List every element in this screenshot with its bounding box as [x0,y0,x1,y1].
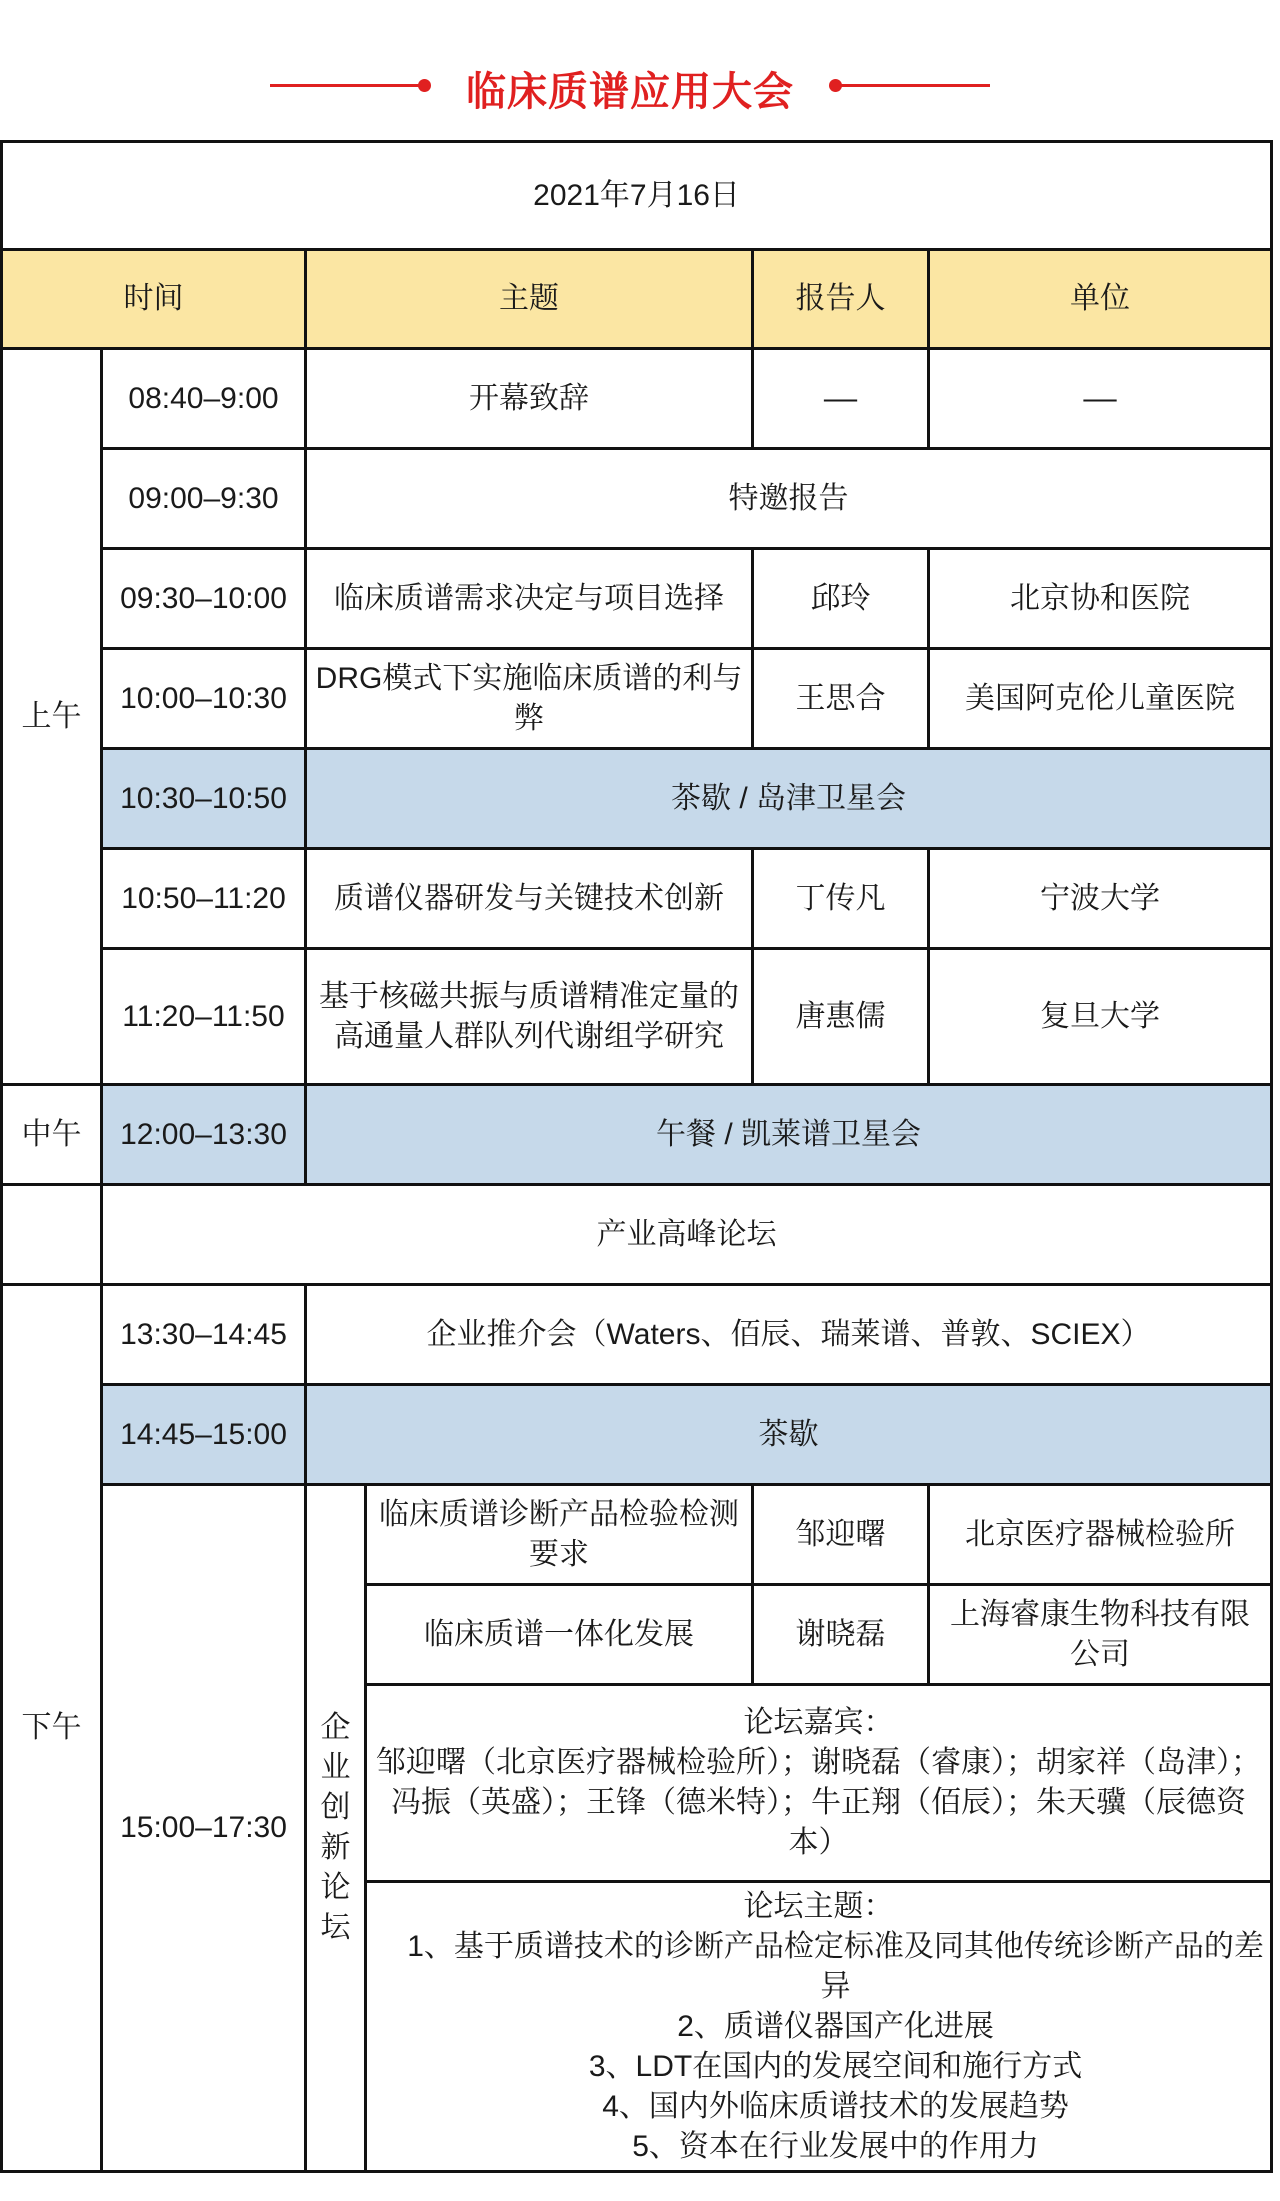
banner-dot-left [418,79,431,92]
forum-label-char: 创 [320,1791,351,1824]
date-cell: 2021年7月16日 [2,142,1272,250]
forum-label-char: 企 [320,1711,351,1744]
table-row [2,449,1272,549]
speaker-cell: 丁传凡 [753,849,929,949]
table-row [2,349,1272,449]
org-cell: 北京医疗器械检验所 [929,1485,1272,1585]
time-cell: 10:50–11:20 [102,849,306,949]
speaker-cell: 谢晓磊 [753,1585,929,1685]
org-cell: –– [929,349,1272,449]
table-row [2,749,1272,849]
header-time: 时间 [2,250,306,349]
period-afternoon: 下午 [2,1285,102,2172]
speaker-cell: 唐惠儒 [753,949,929,1085]
speaker-cell: 王思合 [753,649,929,749]
time-cell: 15:00–17:30 [102,1485,306,2172]
topic-cell: 开幕致辞 [306,349,753,449]
forum-topics-cell [366,1882,1272,2172]
period-morning: 上午 [2,349,102,1085]
topic-cell: 临床质谱一体化发展 [366,1585,753,1685]
agenda-table [0,140,1273,2173]
speaker-cell: 邹迎曙 [753,1485,929,1585]
time-cell: 09:00–9:30 [102,449,306,549]
time-cell: 08:40–9:00 [102,349,306,449]
topic-cell: 临床质谱诊断产品检验检测要求 [366,1485,753,1585]
time-cell: 10:30–10:50 [102,749,306,849]
time-cell: 14:45–15:00 [102,1385,306,1485]
forum-topic-item: 3、LDT在国内的发展空间和施行方式 [588,2049,1083,2083]
time-cell: 13:30–14:45 [102,1285,306,1385]
forum-label-char: 坛 [320,1911,351,1944]
topic-cell: DRG模式下实施临床质谱的利与弊 [306,649,753,749]
org-cell: 复旦大学 [929,949,1272,1085]
org-cell: 北京协和医院 [929,549,1272,649]
forum-topic-item: 4、国内外临床质谱技术的发展趋势 [602,2089,1069,2123]
period-noon: 中午 [2,1085,102,1185]
speaker-cell: 邱玲 [753,549,929,649]
table-row [2,1285,1272,1385]
table-row [2,549,1272,649]
forum-label [306,1485,366,2172]
forum-topic-item: 5、资本在行业发展中的作用力 [632,2129,1039,2163]
header-speaker: 报告人 [753,250,929,349]
table-row [2,1185,1272,1285]
header-topic: 主题 [306,250,753,349]
header-org: 单位 [929,250,1272,349]
table-row [2,1385,1272,1485]
table-row [2,949,1272,1085]
forum-topic-item: 1、基于质谱技术的诊断产品检定标准及同其他传统诊断产品的差异 [407,1929,1264,2003]
time-cell: 10:00–10:30 [102,649,306,749]
forum-guests-title: 论坛嘉宾： [743,1706,894,1739]
time-cell: 12:00–13:30 [102,1085,306,1185]
time-cell: 09:30–10:00 [102,549,306,649]
empty-cell [2,1185,102,1285]
banner-line-right [840,84,990,87]
forum-label-char: 论 [320,1871,351,1904]
header-row [2,250,1272,349]
org-cell: 美国阿克伦儿童医院 [929,649,1272,749]
date-row [2,142,1272,250]
table-row [2,1485,1272,1585]
forum-guests-cell [366,1685,1272,1882]
banner-line-left [270,84,420,87]
forum-label-char: 业 [320,1751,351,1784]
topic-cell: 特邀报告 [306,449,1272,549]
break-cell: 午餐 / 凯莱谱卫星会 [306,1085,1272,1185]
topic-cell: 基于核磁共振与质谱精准定量的高通量人群队列代谢组学研究 [306,949,753,1085]
section-title-cell: 产业高峰论坛 [102,1185,1272,1285]
org-cell: 上海睿康生物科技有限公司 [929,1585,1272,1685]
org-cell: 宁波大学 [929,849,1272,949]
table-row [2,849,1272,949]
time-cell: 11:20–11:50 [102,949,306,1085]
table-row [2,649,1272,749]
speaker-cell: –– [753,349,929,449]
topic-cell: 临床质谱需求决定与项目选择 [306,549,753,649]
forum-label-char: 新 [320,1831,351,1864]
forum-topics-title: 论坛主题： [743,1889,894,1923]
forum-topic-item: 2、质谱仪器国产化进展 [677,2009,994,2043]
break-cell: 茶歇 / 岛津卫星会 [306,749,1272,849]
forum-guests-text: 邹迎曙（北京医疗器械检验所）；谢晓磊（睿康）；胡家祥（岛津）；冯振（英盛）；王锋（德米特）；牛正翔（佰辰）；朱天骥（辰德资本） [376,1746,1262,1859]
break-cell: 茶歇 [306,1385,1272,1485]
topic-cell: 企业推介会（Waters、佰辰、瑞莱谱、普敦、SCIEX） [306,1285,1272,1385]
page-title: 临床质谱应用大会 [466,70,794,114]
table-row [2,1085,1272,1185]
topic-cell: 质谱仪器研发与关键技术创新 [306,849,753,949]
page-banner [0,0,1280,150]
